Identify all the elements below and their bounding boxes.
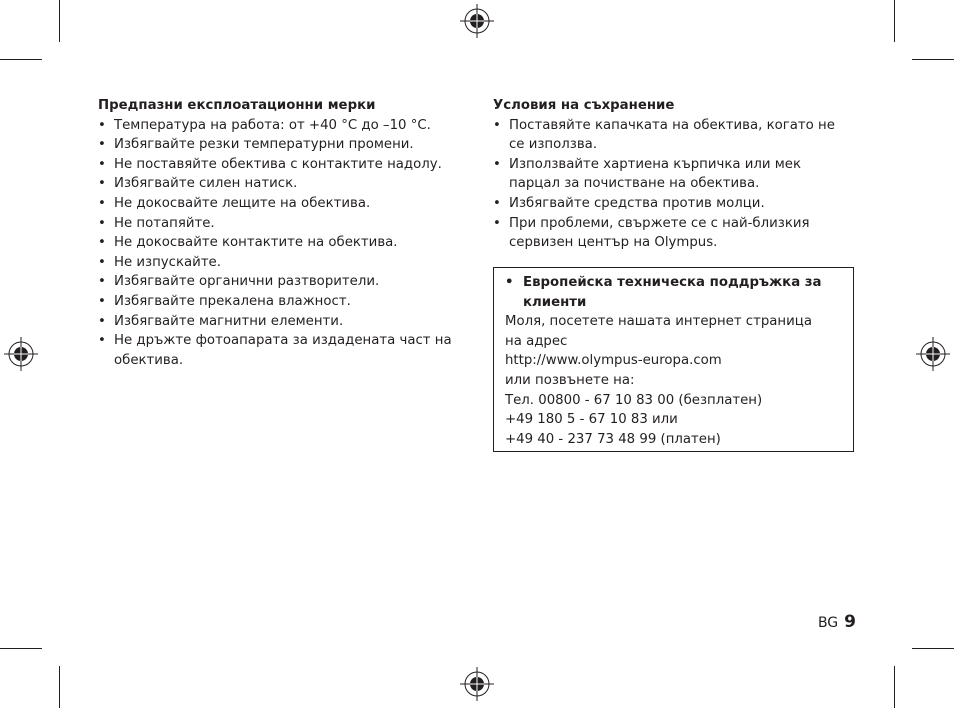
list-item: • Не докосвайте контактите на обектива.	[98, 233, 460, 253]
list-item: • Избягвайте магнитни елементи.	[98, 312, 460, 332]
support-or-call: или позвънете на:	[505, 372, 635, 388]
crop-mark	[0, 648, 42, 649]
list-item: • Избягвайте резки температурни промени.	[98, 135, 460, 155]
precautions-list	[98, 116, 460, 371]
support-phone-paid: +49 40 - 237 73 48 99 (платен)	[505, 431, 721, 447]
support-phone-2: +49 180 5 - 67 10 83 или	[505, 412, 678, 428]
storage-section	[493, 96, 845, 253]
crop-mark	[894, 0, 895, 42]
page-footer	[818, 612, 856, 632]
list-item: • Избягвайте силен натиск.	[98, 174, 460, 194]
page-number: 9	[844, 612, 856, 632]
support-intro: Моля, посетете нашата интернет страница	[505, 314, 812, 330]
list-item: • Не изпускайте.	[98, 253, 460, 273]
list-item: • Температура на работа: от +40 °C до –10 °C.	[98, 116, 460, 136]
list-item: • Избягвайте прекалена влажност.	[98, 292, 460, 312]
support-url-link[interactable]: http://www.olympus-europa.com	[505, 353, 722, 369]
list-item: • При проблеми, свържете се с най-близкия сервизен център на Olympus.	[493, 214, 845, 253]
list-item: • Не потапяйте.	[98, 214, 460, 234]
crop-mark	[0, 59, 42, 60]
support-box	[493, 267, 854, 452]
registration-mark-icon	[460, 4, 494, 38]
storage-list	[493, 116, 845, 253]
list-item: • Използвайте хартиена кърпичка или мек парцал за почистване на обектива.	[493, 155, 845, 194]
registration-mark-icon	[4, 337, 38, 371]
storage-heading: Условия на съхранение	[493, 98, 675, 113]
list-item: • Избягвайте органични разтворители.	[98, 272, 460, 292]
support-phone-free: Тел. 00800 - 67 10 83 00 (безплатен)	[505, 392, 763, 408]
list-item: • Избягвайте средства против молци.	[493, 194, 845, 214]
crop-mark	[912, 59, 954, 60]
list-item: • Не докосвайте лещите на обектива.	[98, 194, 460, 214]
crop-mark	[59, 666, 60, 708]
list-item: • Поставяйте капачката на обектива, когато не се използва.	[493, 116, 845, 155]
registration-mark-icon	[460, 667, 494, 701]
list-item: • Не поставяйте обектива с контактите надолу.	[98, 155, 460, 175]
crop-mark	[912, 648, 954, 649]
crop-mark	[59, 0, 60, 42]
registration-mark-icon	[916, 337, 950, 371]
language-code: BG	[817, 615, 839, 631]
support-title: • Европейска техническа поддръжка за клиенти	[505, 273, 843, 312]
precautions-heading: Предпазни експлоатационни мерки	[98, 98, 376, 113]
precautions-section	[98, 96, 460, 370]
crop-mark	[894, 666, 895, 708]
support-intro-cont: на адрес	[505, 333, 568, 349]
list-item: • Не дръжте фотоапарата за издадената част на обектива.	[98, 331, 460, 370]
